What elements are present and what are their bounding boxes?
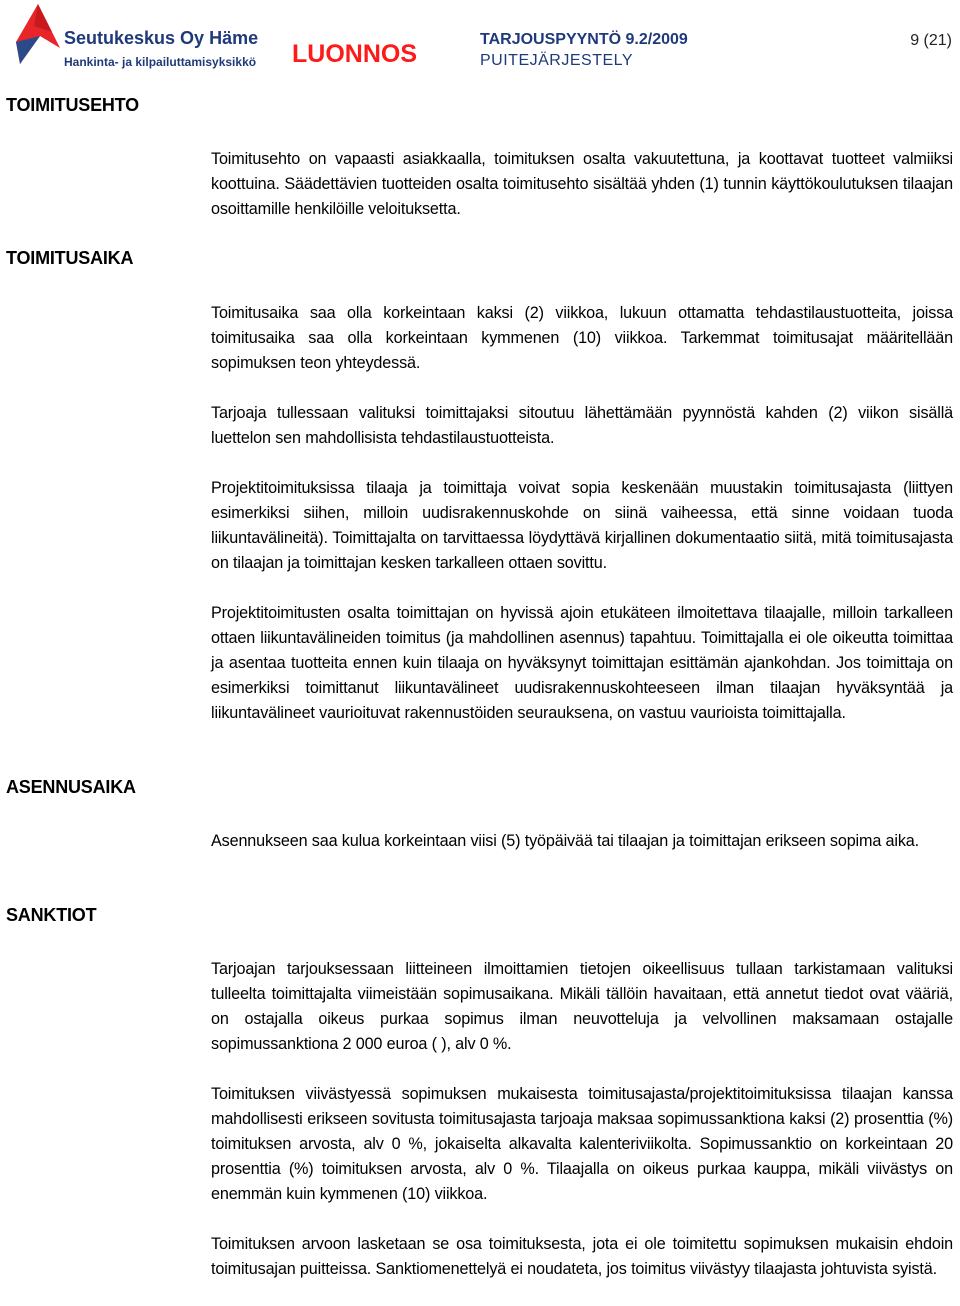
paragraph-sanktiot-3: Toimituksen arvoon lasketaan se osa toimituksesta, jota ei ole toimitettu sopimuksen mukaisin ehdoin toimitusajan puitteissa. Sanktiomenettelyä ei noudateta, jos toimitus viivästyy tilaajasta johtuvista syistä. (211, 1235, 953, 1278)
paragraph-toimitusaika-2: Tarjoaja tullessaan valituksi toimittajaksi sitoutuu lähettämään pyynnöstä kahden (2) viikon sisällä luettelon sen mahdollisista tehdastilaustuotteista. (211, 404, 953, 447)
page-number: 9 (21) (910, 32, 952, 49)
paragraph-toimitusehto: Toimitusehto on vapaasti asiakkaalla, toimituksen osalta vakuutettuna, ja koottavat tuotteet valmiiksi koottuina. Säädettävien tuotteiden osalta toimitusehto sisältää yhden (1) tunnin käyttökoulutuksen tilaajan osoittamille henkilöille veloituksetta. (211, 150, 953, 218)
paragraph-toimitusaika-3: Projektitoimituksissa tilaaja ja toimittaja voivat sopia keskenään muustakin toimitusajasta (liittyen esimerkiksi siihen, milloin uudisrakennuskohde on siinä vaiheessa, että sinne voidaan tuoda liikuntavälineitä). Toimittajalta on tarvittaessa löydyttävä kirjallinen dokumentaatio siitä, mitä toimitusajasta on tilaajan ja toimittajan kesken tarkalleen ottaen sovittu. (211, 479, 953, 572)
heading-toimitusehto: TOIMITUSEHTO (6, 95, 139, 115)
paragraph-sanktiot-1: Tarjoajan tarjouksessaan liitteineen ilmoittamien tietojen oikeellisuus tullaan tarkistamaan valituksi tulleelta toimittajalta viimeistään sopimusaikana. Mikäli tällöin havaitaan, että annetut tiedot ovat vääriä, on ostajalla oikeus purkaa sopimus ilman neuvotteluja ja velvollinen maksamaan ostajalle sopimussanktiona 2 000 euroa ( ), alv 0 %. (211, 960, 953, 1053)
heading-toimitusaika: TOIMITUSAIKA (6, 248, 134, 268)
paragraph-asennusaika: Asennukseen saa kulua korkeintaan viisi (5) työpäivää tai tilaajan ja toimittajan erikseen sopima aika. (211, 832, 919, 850)
heading-asennusaika: ASENNUSAIKA (6, 777, 136, 797)
document-subtitle: PUITEJÄRJESTELY (480, 52, 634, 69)
paragraph-sanktiot-2: Toimituksen viivästyessä sopimuksen mukaisesta toimitusajasta/projektitoimituksissa tilaajan kanssa mahdollisesti erikseen sovitusta toimitusajasta tarjoaja maksaa sopimussanktiona kaksi (2) prosenttia (%) toimituksen arvosta, alv 0 %, jokaiselta alkavalta kalenteriviikolta. Sopimussanktio on korkeintaan 20 prosenttia (%) toimituksen arvosta, alv 0 %. Tilaajalla on oikeus purkaa kauppa, mikäli viivästys on enemmän kuin kymmenen (10) viikkoa. (211, 1085, 953, 1203)
seutukeskus-logo-icon (12, 2, 64, 72)
page-header (0, 0, 960, 80)
paragraph-toimitusaika-1: Toimitusaika saa olla korkeintaan kaksi (2) viikkoa, lukuun ottamatta tehdastilaustuotteita, joissa toimitusaika saa olla korkeintaan kymmenen (10) viikkoa. Tarkemmat toimitusajat määritellään sopimuksen teon yhteydessä. (211, 304, 953, 372)
organization-unit: Hankinta- ja kilpailuttamisyksikkö (64, 55, 257, 69)
draft-label: LUONNOS (292, 40, 417, 68)
organization-name: Seutukeskus Oy Häme (64, 28, 259, 48)
document-title: TARJOUSPYYNTÖ 9.2/2009 (480, 31, 688, 48)
heading-sanktiot: SANKTIOT (6, 905, 97, 925)
paragraph-toimitusaika-4: Projektitoimitusten osalta toimittajan on hyvissä ajoin etukäteen ilmoitettava tilaajalle, milloin tarkalleen ottaen liikuntavälineiden toimitus (ja mahdollinen asennus) tapahtuu. Toimittajalla ei ole oikeutta toimittaa ja asentaa tuotteita ennen kuin tilaaja on hyväksynyt toimittajan esittämän ajankohdan. Jos toimittaja on esimerkiksi toimittanut liikuntavälineet uudisrakennuskohteeseen ilman tilaajan hyväksyntää ja liikuntavälineet vaurioituvat rakennustöiden seurauksena, on vastuu vaurioista toimittajalla. (211, 604, 953, 722)
